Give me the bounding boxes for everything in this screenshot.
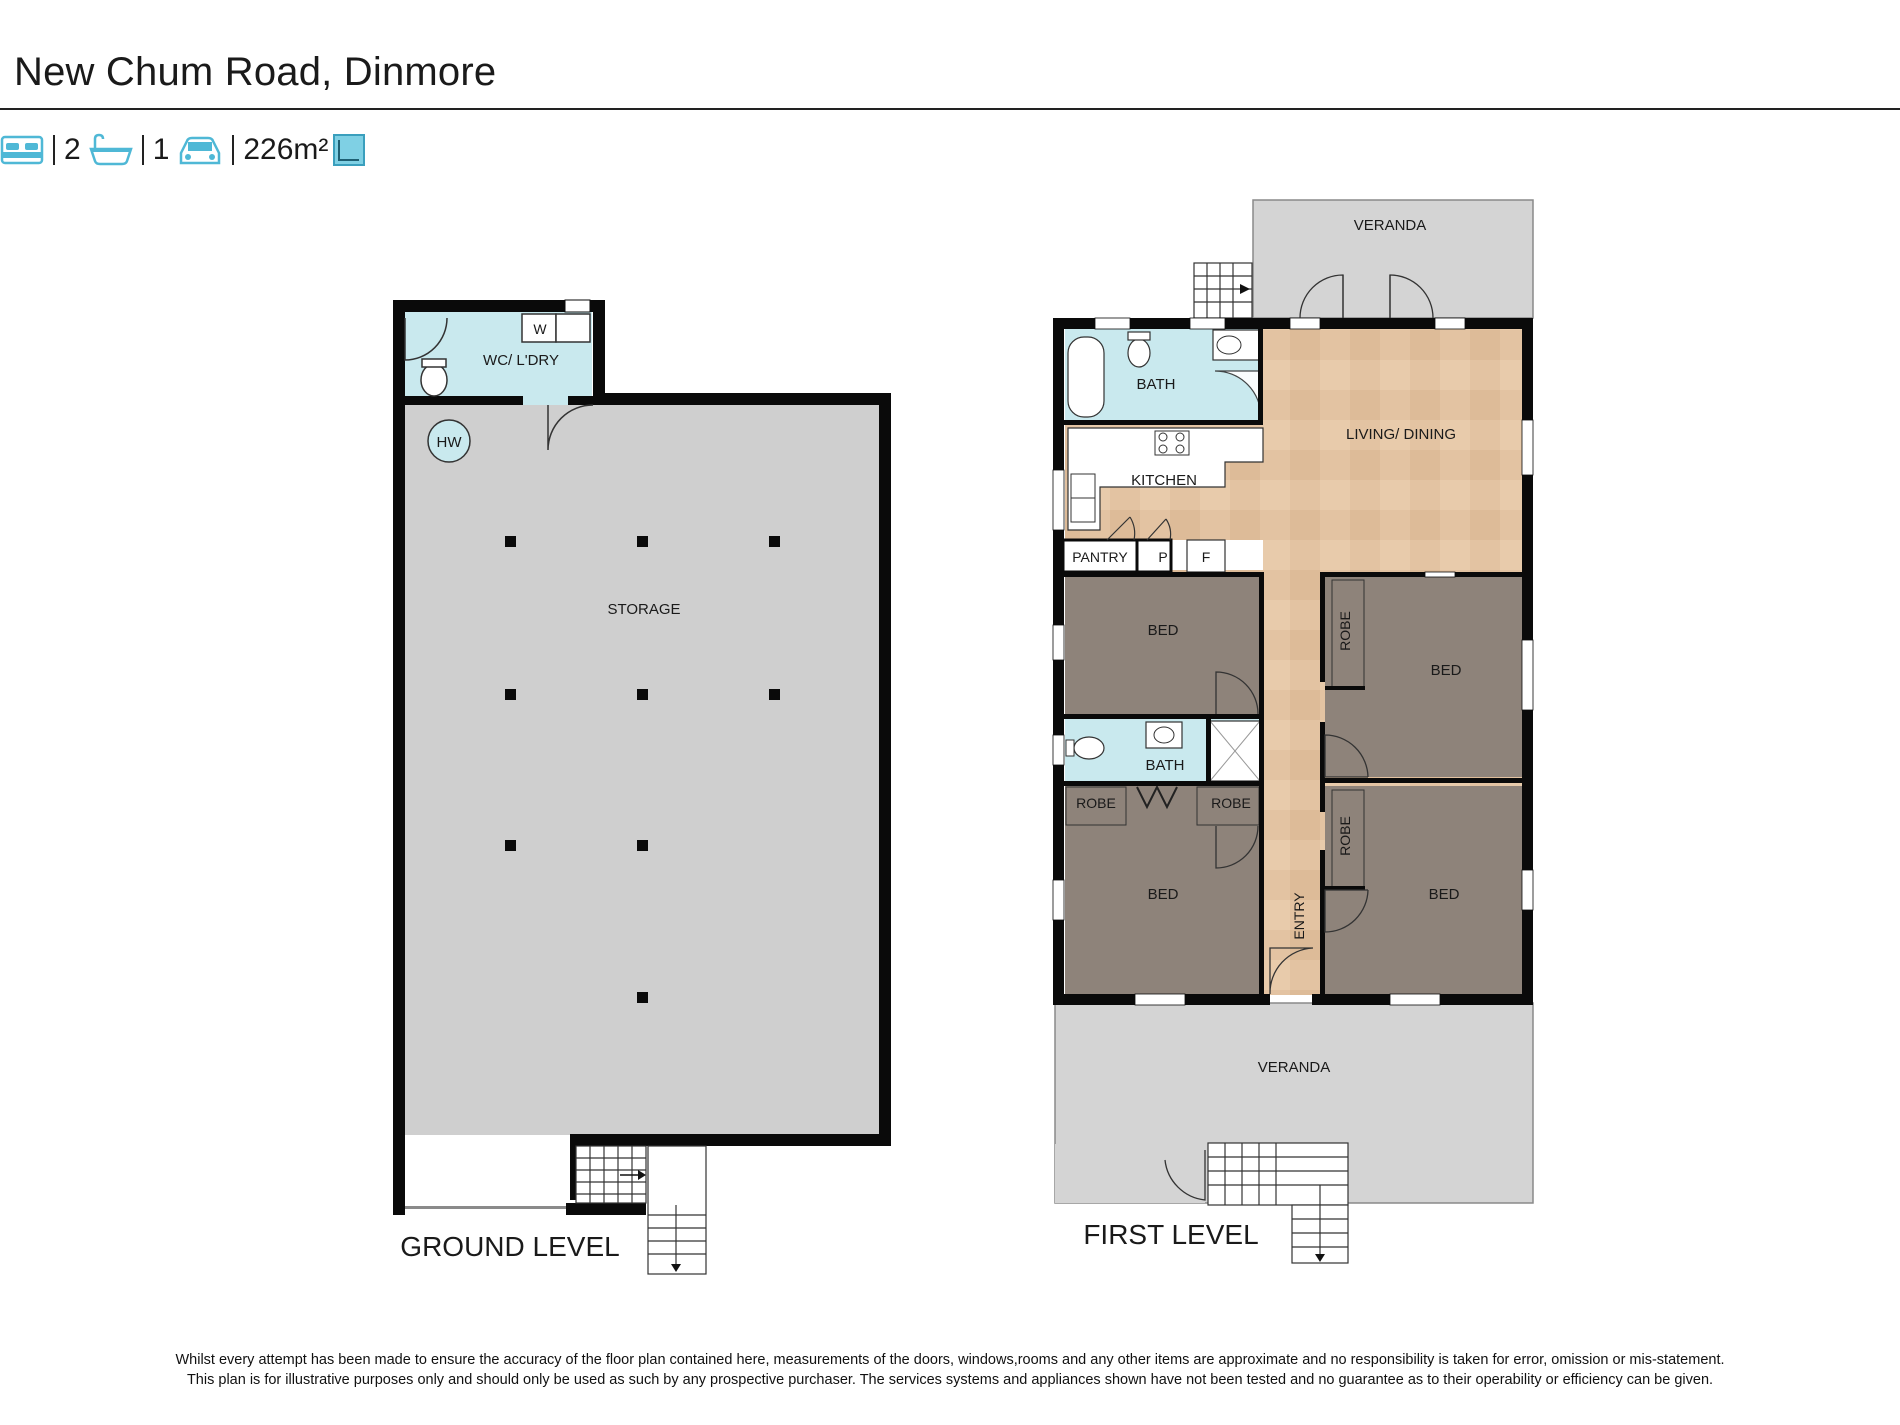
bathroom-count: 2 [64, 133, 81, 166]
room-label-entry: ENTRY [1291, 892, 1307, 940]
room-label-living-dining: LIVING/ DINING [1345, 426, 1457, 443]
disclaimer [0, 1350, 1900, 1390]
ground-level-heading: GROUND LEVEL [400, 1231, 620, 1262]
robe-label-2: ROBE [1211, 795, 1251, 811]
room-label-kitchen: KITCHEN [1131, 472, 1197, 489]
hot-water-label: HW [436, 434, 462, 451]
room-label-bed-2: BED [1147, 886, 1179, 903]
robe-label-1: ROBE [1076, 795, 1116, 811]
first-level-heading: FIRST LEVEL [1083, 1219, 1259, 1250]
room-label-ensuite: BATH [1145, 757, 1185, 774]
room-label-storage: STORAGE [607, 601, 681, 618]
page-title: New Chum Road, Dinmore [14, 50, 497, 94]
floor-area: 226m² [243, 133, 329, 166]
room-label-bed-4: BED [1428, 886, 1460, 903]
storage-floor [400, 405, 880, 1135]
room-label-front-veranda: VERANDA [1257, 1059, 1331, 1076]
disclaimer-line-1: Whilst every attempt has been made to ensure the accuracy of the floor plan contained here, measurements of the doors, windows,rooms and any other items are approximate and no responsibility is taken for error, omission or mis-statement. [175, 1352, 1725, 1368]
room-label-rear-veranda: VERANDA [1353, 217, 1427, 234]
first-level-plan [1053, 200, 1533, 1263]
robe-label-3: ROBE [1337, 611, 1353, 651]
robe-label-4: ROBE [1337, 816, 1353, 856]
room-label-wc-laundry: WC/ L'DRY [483, 352, 559, 369]
washer-label: W [533, 321, 547, 337]
disclaimer-line-2: This plan is for illustrative purposes only and should only be used as such by any prospective purchaser. The services systems and appliances shown have not been tested and no guarantee as to their operability or efficiency can be given. [186, 1372, 1714, 1388]
bed-1-floor [1065, 577, 1262, 714]
car-count: 1 [152, 133, 170, 166]
room-label-bed-3: BED [1430, 662, 1462, 679]
room-label-f: F [1201, 549, 1211, 565]
ground-level-plan [393, 300, 891, 1274]
room-label-bed-1: BED [1147, 622, 1179, 639]
room-label-pantry: PANTRY [1072, 549, 1128, 565]
room-label-main-bath: BATH [1136, 376, 1176, 393]
room-label-p: P [1158, 549, 1168, 565]
